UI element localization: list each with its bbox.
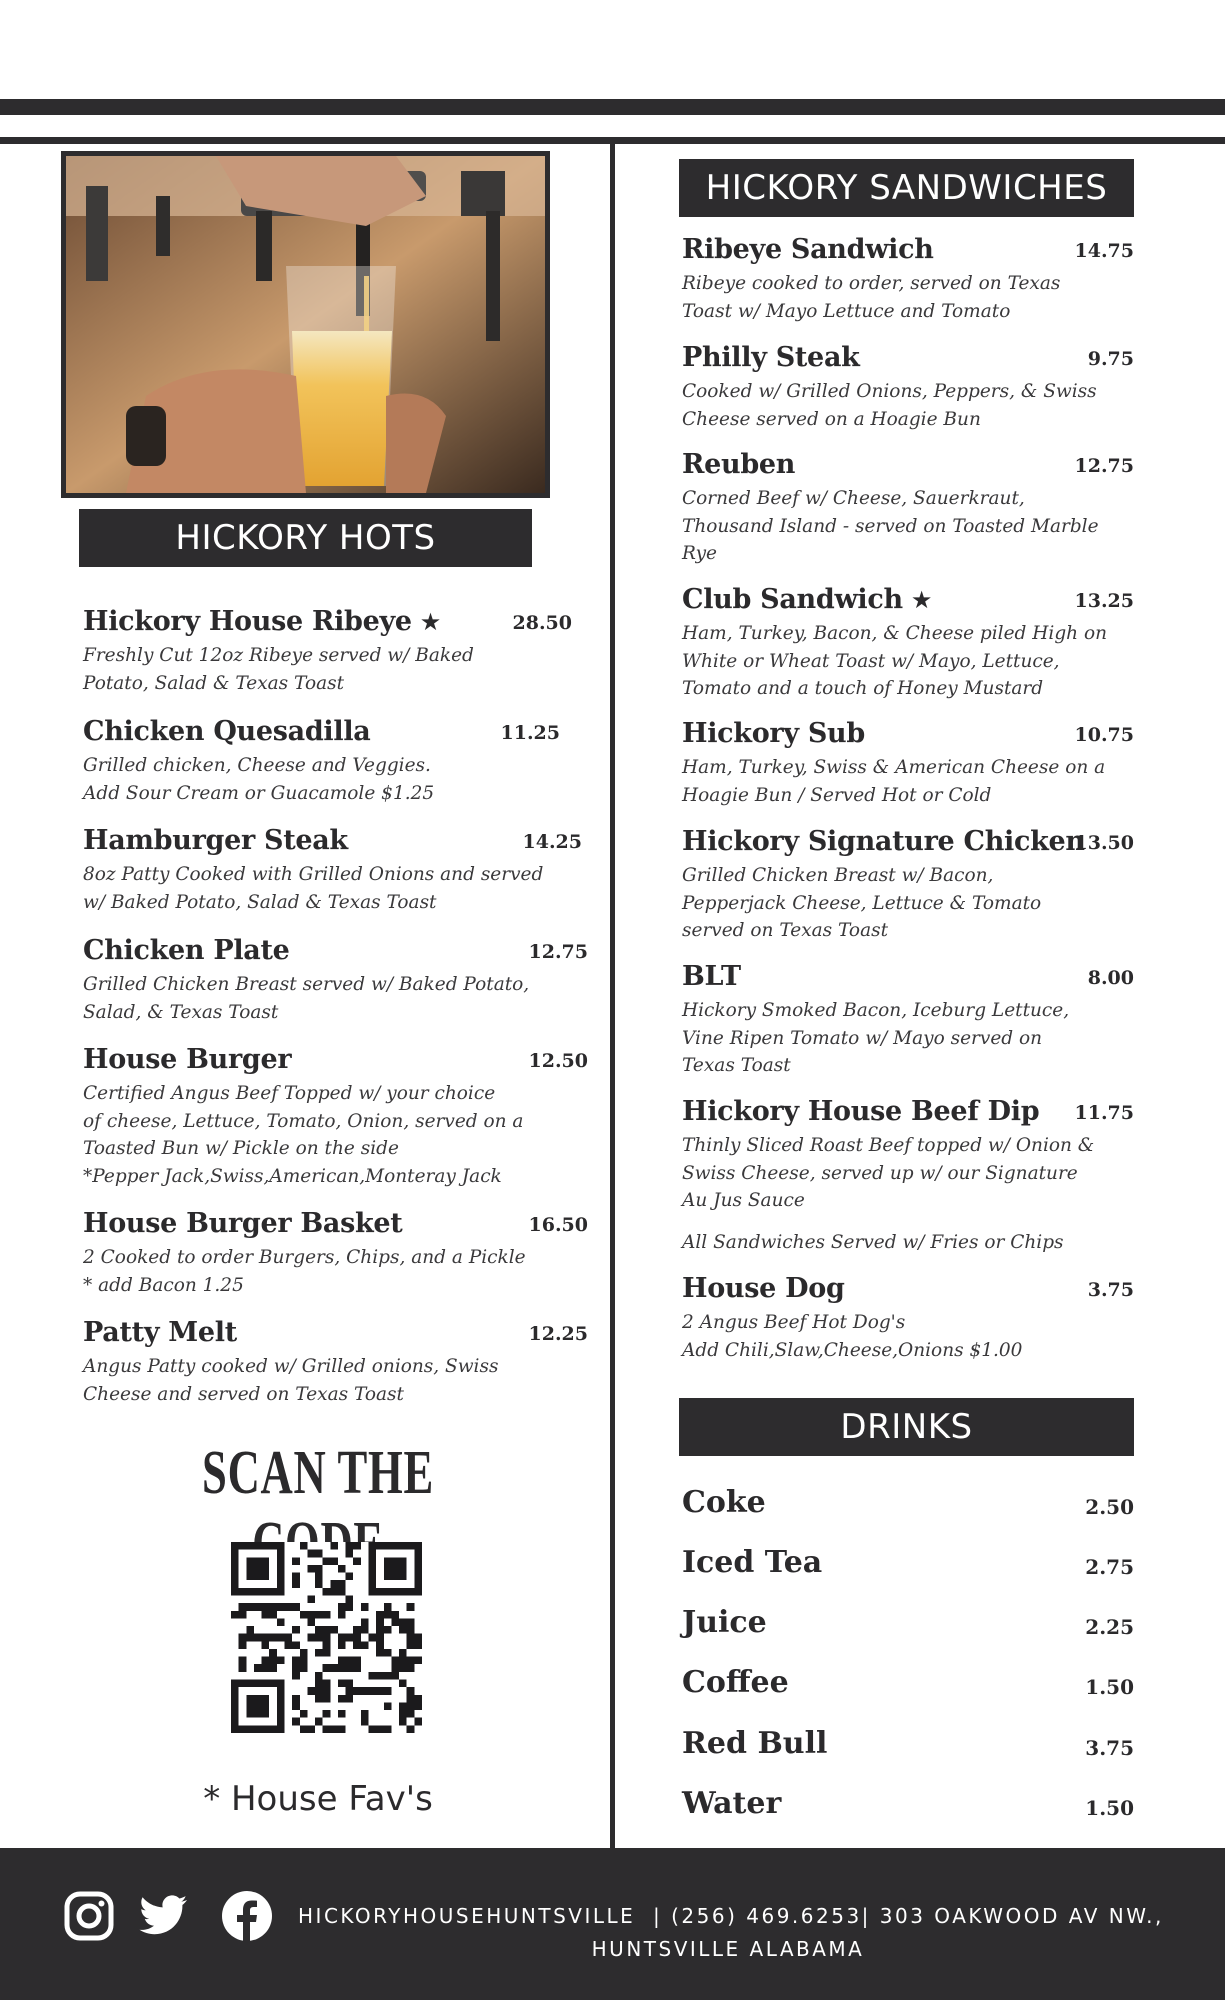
menu-item (682, 234, 1134, 325)
item-price: 28.50 (512, 612, 572, 634)
item-name: Ribeye Sandwich (682, 234, 934, 265)
footer-contact (298, 1900, 1164, 1966)
item-price: 12.25 (528, 1323, 588, 1345)
item-price: 12.50 (528, 1050, 588, 1072)
menu-item (682, 1096, 1134, 1215)
column-divider (610, 144, 615, 1849)
menu-item (83, 825, 582, 916)
item-price: 11.75 (1074, 1102, 1134, 1124)
item-desc-line: White or Wheat Toast w/ Mayo, Lettuce, (682, 650, 1060, 672)
item-name: Hickory Sub (682, 718, 865, 749)
drink-price: 3.75 (1085, 1736, 1134, 1760)
item-desc-line: Toasted Bun w/ Pickle on the side (83, 1138, 399, 1159)
drink-item (682, 1786, 1134, 1826)
beer-tap-photo (61, 151, 550, 498)
item-desc-line: Pepperjack Cheese, Lettuce & Tomato (682, 892, 1042, 914)
item-price: 3.75 (1087, 1279, 1134, 1301)
item-desc-line: Hickory Smoked Bacon, Iceburg Lettuce, (682, 1000, 1070, 1021)
item-price: 12.75 (1074, 455, 1134, 477)
item-desc-line: Rye (682, 543, 718, 564)
menu-item (682, 826, 1134, 945)
menu-item (83, 1044, 588, 1190)
item-price: 10.75 (1074, 724, 1134, 746)
menu-item (682, 1273, 1134, 1364)
item-desc-line: * add Bacon 1.25 (83, 1274, 244, 1296)
menu-item (682, 718, 1134, 809)
menu-item (682, 584, 1134, 703)
item-desc-line: 2 Cooked to order Burgers, Chips, and a Pickle (83, 1247, 526, 1268)
item-desc-line: Salad, & Texas Toast (83, 1001, 279, 1023)
item-name: Patty Melt (83, 1317, 237, 1348)
item-desc-line: Corned Beef w/ Cheese, Sauerkraut, (682, 488, 1025, 509)
drink-item (682, 1665, 1134, 1705)
item-desc-line: Add Sour Cream or Guacamole $1.25 (83, 782, 435, 804)
menu-item (682, 961, 1134, 1080)
item-price: 14.75 (1074, 240, 1134, 262)
item-desc-line: Swiss Cheese, served up w/ our Signature (682, 1162, 1078, 1184)
drink-price: 1.50 (1085, 1796, 1134, 1820)
drink-name: Red Bull (682, 1726, 828, 1761)
item-name: Hickory House Ribeye (83, 606, 412, 637)
menu-item (83, 935, 588, 1026)
item-desc-line: Toast w/ Mayo Lettuce and Tomato (682, 300, 1011, 322)
drink-item (682, 1545, 1134, 1585)
drink-name: Iced Tea (682, 1545, 823, 1580)
item-name: House Burger (83, 1044, 292, 1075)
item-desc-line: Cooked w/ Grilled Onions, Peppers, & Swiss (682, 381, 1097, 402)
item-desc-line: Angus Patty cooked w/ Grilled onions, Swiss (83, 1356, 499, 1377)
item-desc-line: Ham, Turkey, Bacon, & Cheese piled High on (682, 623, 1108, 644)
item-name: House Burger Basket (83, 1208, 403, 1239)
item-desc-line: served on Texas Toast (682, 920, 889, 941)
item-desc-line: Hoagie Bun / Served Hot or Cold (682, 784, 992, 806)
item-price: 14.25 (522, 831, 582, 853)
drink-name: Coke (682, 1485, 766, 1520)
item-desc-line: Texas Toast (682, 1055, 791, 1076)
menu-item (682, 449, 1134, 568)
item-desc-line: Vine Ripen Tomato w/ Mayo served on (682, 1027, 1043, 1049)
item-desc-line: Cheese served on a Hoagie Bun (682, 408, 981, 430)
item-desc-line: Grilled Chicken Breast served w/ Baked Potato, (83, 974, 530, 995)
item-name: Hickory House Beef Dip (682, 1096, 1040, 1127)
qr-code[interactable] (231, 1542, 422, 1733)
item-name: Club Sandwich (682, 584, 903, 615)
menu-item (682, 342, 1134, 433)
drinks-banner: DRINKS (679, 1398, 1134, 1456)
item-name: BLT (682, 961, 741, 992)
item-desc-line: Add Chili,Slaw,Cheese,Onions $1.00 (682, 1339, 1023, 1361)
menu-item (83, 1317, 588, 1408)
item-desc-line: Ribeye cooked to order, served on Texas (682, 273, 1061, 294)
drink-name: Water (682, 1786, 782, 1821)
drink-item (682, 1726, 1134, 1766)
hickory-sandwiches-banner: HICKORY SANDWICHES (679, 159, 1134, 217)
item-desc-line: Au Jus Sauce (682, 1190, 805, 1211)
item-name: Chicken Plate (83, 935, 290, 966)
item-name: Hamburger Steak (83, 825, 348, 856)
facebook-icon[interactable] (221, 1890, 273, 1942)
item-desc-line: 2 Angus Beef Hot Dog's (682, 1312, 906, 1333)
star-icon: ★ (910, 586, 933, 614)
item-name: Hickory Signature Chicken (682, 826, 1085, 857)
item-name: House Dog (682, 1273, 845, 1304)
drink-price: 2.50 (1085, 1495, 1134, 1519)
item-desc-line: *Pepper Jack,Swiss,American,Monteray Jack (83, 1165, 502, 1187)
item-price: 13.50 (1074, 832, 1134, 854)
item-desc-line: Potato, Salad & Texas Toast (83, 672, 345, 694)
drink-name: Coffee (682, 1665, 789, 1700)
item-price: 13.25 (1074, 590, 1134, 612)
twitter-icon[interactable] (137, 1890, 189, 1942)
menu-item (83, 1208, 588, 1299)
item-desc-line: Grilled chicken, Cheese and Veggies. (83, 755, 431, 776)
item-desc-line: Thousand Island - served on Toasted Marble (682, 515, 1099, 537)
sides-note: All Sandwiches Served w/ Fries or Chips (682, 1232, 1064, 1253)
menu-item (83, 606, 571, 697)
hickory-hots-banner: HICKORY HOTS (79, 509, 532, 567)
house-fav-note: * House Fav's (203, 1779, 433, 1819)
scan-the-code-title: SCAN THE (202, 1439, 434, 1507)
top-rule-thick (0, 99, 1225, 115)
item-desc-line: Ham, Turkey, Swiss & American Cheese on a (682, 757, 1106, 778)
drink-price: 2.75 (1085, 1555, 1134, 1579)
drink-name: Juice (682, 1605, 767, 1640)
item-name: Philly Steak (682, 342, 860, 373)
instagram-icon[interactable] (63, 1890, 115, 1942)
item-price: 11.25 (500, 722, 560, 744)
star-icon: ★ (419, 608, 442, 636)
menu-item (83, 716, 558, 807)
item-desc-line: Certified Angus Beef Topped w/ your choice (83, 1083, 496, 1104)
item-desc-line: Freshly Cut 12oz Ribeye served w/ Baked (83, 645, 474, 666)
drink-price: 1.50 (1085, 1675, 1134, 1699)
item-desc-line: Thinly Sliced Roast Beef topped w/ Onion & (682, 1135, 1095, 1156)
item-name: Reuben (682, 449, 796, 480)
drink-item (682, 1605, 1134, 1645)
footer-line-1: HICKORYHOUSEHUNTSVILLE | (256) 469.6253| 303 OAKWOOD AV NW., (298, 1904, 1164, 1928)
top-rule-thin (0, 137, 1225, 144)
item-name: Chicken Quesadilla (83, 716, 371, 747)
item-desc-line: w/ Baked Potato, Salad & Texas Toast (83, 891, 437, 913)
item-desc-line: Cheese and served on Texas Toast (83, 1383, 404, 1405)
item-desc-line: Grilled Chicken Breast w/ Bacon, (682, 865, 994, 886)
drink-price: 2.25 (1085, 1615, 1134, 1639)
item-desc-line: Tomato and a touch of Honey Mustard (682, 678, 1044, 699)
item-price: 12.75 (528, 941, 588, 963)
item-desc-line: of cheese, Lettuce, Tomato, Onion, served on a (83, 1110, 524, 1132)
item-price: 9.75 (1087, 348, 1134, 370)
item-desc-line: 8oz Patty Cooked with Grilled Onions and served (83, 864, 544, 885)
drink-item (682, 1485, 1134, 1525)
item-price: 16.50 (528, 1214, 588, 1236)
footer-line-2: HUNTSVILLE ALABAMA (591, 1937, 865, 1961)
item-price: 8.00 (1087, 967, 1134, 989)
